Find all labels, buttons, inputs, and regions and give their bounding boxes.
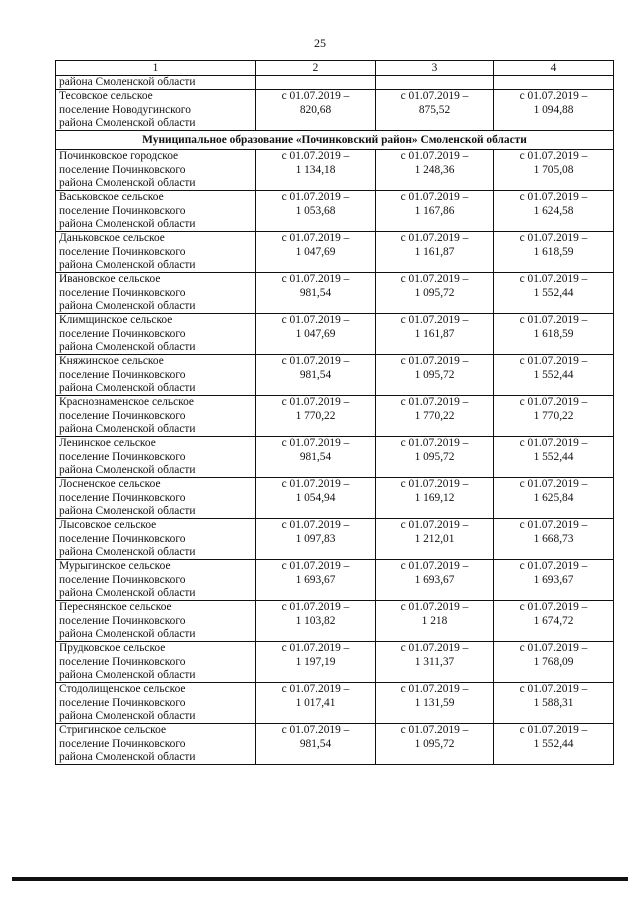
tariff-value-line: с 01.07.2019 – (400, 642, 469, 655)
settlement-name-line: поселение Починковского (59, 286, 186, 299)
tariff-value-line: 1 311,37 (414, 655, 455, 668)
tariff-value-line: 1 053,68 (295, 204, 336, 217)
settlement-name-line: Стригинское сельское (59, 724, 166, 737)
continuation-cell-4 (494, 76, 614, 90)
tariff-cell-col4 (494, 478, 614, 519)
tariff-value-line: с 01.07.2019 – (400, 355, 469, 368)
tariff-value-line: 1 770,22 (295, 409, 336, 422)
tariff-cell-col3 (376, 601, 494, 642)
tariff-value-line: 1 095,72 (414, 450, 455, 463)
tariff-value-line: 1 017,41 (295, 696, 336, 709)
tariff-value-line: с 01.07.2019 – (519, 232, 588, 245)
settlement-name-line: поселение Починковского (59, 327, 186, 340)
column-header-3: 3 (376, 61, 494, 76)
tariff-value-line: с 01.07.2019 – (400, 560, 469, 573)
tariff-cell-col4 (494, 683, 614, 724)
tariff-value-line: 1 552,44 (533, 450, 574, 463)
table-row (56, 519, 614, 560)
tariff-value-line: с 01.07.2019 – (400, 683, 469, 696)
tariff-cell-col2 (256, 150, 376, 191)
continuation-cell-2 (256, 76, 376, 90)
tariff-value-line: 1 668,73 (533, 532, 574, 545)
table-row (56, 150, 614, 191)
tariff-cell-col2 (256, 314, 376, 355)
tariff-value-line: с 01.07.2019 – (400, 724, 469, 737)
column-header-2: 2 (256, 61, 376, 76)
tariff-table (55, 60, 614, 765)
settlement-name-line: Мурыгинское сельское (59, 560, 171, 573)
settlement-name-cell (56, 437, 256, 478)
settlement-name-line: района Смоленской области (59, 299, 196, 312)
settlement-name-line: поселение Починковского (59, 204, 186, 217)
tariff-value-line: 1 693,67 (414, 573, 455, 586)
tariff-cell-col2 (256, 560, 376, 601)
tariff-cell-col4 (494, 150, 614, 191)
settlement-name-line: поселение Починковского (59, 163, 186, 176)
tariff-value-line: с 01.07.2019 – (281, 273, 350, 286)
tariff-value-line: с 01.07.2019 – (519, 396, 588, 409)
tariff-value-line: с 01.07.2019 – (281, 90, 350, 103)
settlement-name-cell (56, 560, 256, 601)
tariff-cell-col4 (494, 314, 614, 355)
settlement-name-line: поселение Новодугинского (59, 103, 191, 116)
header-row (56, 61, 614, 76)
tariff-cell-col4 (494, 355, 614, 396)
tariff-cell-col2 (256, 396, 376, 437)
tariff-value-line: 1 218 (421, 614, 448, 627)
tariff-value-line: с 01.07.2019 – (519, 724, 588, 737)
tariff-cell-col3 (376, 273, 494, 314)
settlement-name-line: района Смоленской области (59, 116, 196, 129)
tariff-value-line: 1 212,01 (414, 532, 455, 545)
settlement-name-line: поселение Починковского (59, 368, 186, 381)
tariff-value-line: 1 693,67 (533, 573, 574, 586)
column-header-1: 1 (56, 61, 256, 76)
tariff-value-line: с 01.07.2019 – (519, 150, 588, 163)
tariff-value-line: 1 674,72 (533, 614, 574, 627)
settlement-name-cell (56, 642, 256, 683)
tariff-value-line: 1 618,59 (533, 245, 574, 258)
tariff-value-line: 1 047,69 (295, 245, 336, 258)
tariff-value-line: с 01.07.2019 – (281, 314, 350, 327)
tariff-value-line: с 01.07.2019 – (400, 273, 469, 286)
tariff-value-line: с 01.07.2019 – (400, 437, 469, 450)
table-row (56, 191, 614, 232)
tariff-cell-col2 (256, 724, 376, 765)
tariff-cell-col4 (494, 396, 614, 437)
settlement-name-cell (56, 314, 256, 355)
tariff-cell-col4 (494, 642, 614, 683)
settlement-name-line: Климщинское сельское (59, 314, 173, 327)
tariff-value-line: 1 770,22 (533, 409, 574, 422)
settlement-name-cell (56, 478, 256, 519)
tariff-value-line: 1 552,44 (533, 368, 574, 381)
tariff-value-line: с 01.07.2019 – (281, 642, 350, 655)
settlement-name-cell (56, 232, 256, 273)
tariff-value-line: 1 693,67 (295, 573, 336, 586)
tariff-value-line: с 01.07.2019 – (281, 355, 350, 368)
tariff-cell-col3 (376, 724, 494, 765)
settlement-name-line: Починковское городское (59, 150, 179, 163)
tariff-cell-col3 (376, 150, 494, 191)
tariff-value-line: 1 552,44 (533, 737, 574, 750)
settlement-name-cell (56, 724, 256, 765)
tariff-value-line: с 01.07.2019 – (519, 273, 588, 286)
tariff-cell-col3 (376, 396, 494, 437)
tariff-value-line: 981,54 (299, 286, 332, 299)
table-row (56, 273, 614, 314)
tariff-value-line: с 01.07.2019 – (281, 683, 350, 696)
tariff-value-line: с 01.07.2019 – (519, 478, 588, 491)
tariff-value-line: 1 134,18 (295, 163, 336, 176)
tariff-cell-col2 (256, 478, 376, 519)
settlement-name-line: поселение Починковского (59, 450, 186, 463)
table-row (56, 232, 614, 273)
settlement-name-line: Прудковское сельское (59, 642, 166, 655)
settlement-name-cell (56, 396, 256, 437)
tariff-value-line: с 01.07.2019 – (281, 724, 350, 737)
table-row (56, 724, 614, 765)
tariff-value-line: 1 094,88 (533, 103, 574, 116)
tariff-cell-col3 (376, 519, 494, 560)
settlement-name-line: поселение Починковского (59, 655, 186, 668)
tariff-value-line: с 01.07.2019 – (281, 478, 350, 491)
tariff-value-line: с 01.07.2019 – (281, 232, 350, 245)
tariff-value-line: 1 770,22 (414, 409, 455, 422)
tariff-value-line: 1 054,94 (295, 491, 336, 504)
settlement-name-cell (56, 150, 256, 191)
tariff-value-line: с 01.07.2019 – (281, 150, 350, 163)
tariff-value-line: 1 552,44 (533, 286, 574, 299)
tariff-value-line: с 01.07.2019 – (400, 396, 469, 409)
settlement-name-line: поселение Починковского (59, 614, 186, 627)
table-row (56, 683, 614, 724)
tariff-value-line: с 01.07.2019 – (281, 601, 350, 614)
tariff-value-line: с 01.07.2019 – (400, 90, 469, 103)
tariff-cell-col3 (376, 355, 494, 396)
settlement-name-cell (56, 601, 256, 642)
table-row (56, 601, 614, 642)
tariff-cell-col4 (494, 519, 614, 560)
tariff-cell-col3 (376, 314, 494, 355)
tariff-cell-col4 (494, 560, 614, 601)
tariff-value-line: с 01.07.2019 – (281, 396, 350, 409)
tariff-value-line: 1 625,84 (533, 491, 574, 504)
tariff-value-line: с 01.07.2019 – (519, 314, 588, 327)
tariff-value-line: с 01.07.2019 – (400, 601, 469, 614)
settlement-name-line: района Смоленской области (59, 258, 196, 271)
table-row (56, 478, 614, 519)
table-row (56, 437, 614, 478)
tariff-value-line: 1 095,72 (414, 368, 455, 381)
tariff-cell-col4 (494, 232, 614, 273)
settlement-name-line: района Смоленской области (59, 217, 196, 230)
tariff-value-line: с 01.07.2019 – (519, 355, 588, 368)
tariff-value-line: с 01.07.2019 – (519, 601, 588, 614)
settlement-name-line: района Смоленской области (59, 627, 196, 640)
settlement-name-line: района Смоленской области (59, 750, 196, 763)
tariff-value-line: с 01.07.2019 – (400, 150, 469, 163)
tariff-cell-col2 (256, 355, 376, 396)
tariff-cell-col2 (256, 601, 376, 642)
tariff-value-line: 1 095,72 (414, 737, 455, 750)
tariff-cell-col3 (376, 642, 494, 683)
settlement-name-line: поселение Починковского (59, 245, 186, 258)
tariff-value-line: с 01.07.2019 – (519, 642, 588, 655)
tariff-value-line: 1 197,19 (295, 655, 336, 668)
settlement-name-line: района Смоленской области (59, 381, 196, 394)
tariff-cell-col4 (494, 90, 614, 131)
tariff-value-line: с 01.07.2019 – (400, 191, 469, 204)
tariff-value-line: с 01.07.2019 – (281, 437, 350, 450)
table-header (56, 61, 614, 76)
section-title: Муниципальное образование «Починковский район» Смоленской области (56, 131, 614, 150)
tariff-cell-col4 (494, 191, 614, 232)
settlement-name-line: Стодолищенское сельское (59, 683, 186, 696)
tariff-cell-col2 (256, 191, 376, 232)
table-body (56, 76, 614, 765)
section-row (56, 131, 614, 150)
tariff-cell-col3 (376, 437, 494, 478)
settlement-name-line: Даньковское сельское (59, 232, 165, 245)
tariff-value-line: 1 248,36 (414, 163, 455, 176)
bottom-rule (12, 877, 628, 881)
tariff-cell-col2 (256, 273, 376, 314)
tariff-cell-col4 (494, 437, 614, 478)
tariff-cell-col2 (256, 437, 376, 478)
tariff-cell-col4 (494, 601, 614, 642)
tariff-value-line: с 01.07.2019 – (519, 437, 588, 450)
tariff-value-line: 1 161,87 (414, 327, 455, 340)
settlement-name-cell (56, 273, 256, 314)
settlement-name-line: Княжинское сельское (59, 355, 164, 368)
tariff-value-line: 1 618,59 (533, 327, 574, 340)
settlement-name-line: района Смоленской области (59, 422, 196, 435)
tariff-value-line: 820,68 (299, 103, 332, 116)
tariff-cell-col2 (256, 683, 376, 724)
continuation-row (56, 76, 614, 90)
settlement-name-line: района Смоленской области (59, 709, 196, 722)
settlement-name-cell (56, 90, 256, 131)
page-number: 25 (314, 36, 326, 50)
settlement-name-line: Краснознаменское сельское (59, 396, 194, 409)
settlement-name-cell (56, 191, 256, 232)
table-row (56, 355, 614, 396)
settlement-name-line: поселение Починковского (59, 409, 186, 422)
tariff-value-line: 1 131,59 (414, 696, 455, 709)
settlement-name-line: Ивановское сельское (59, 273, 161, 286)
settlement-name-line: поселение Починковского (59, 696, 186, 709)
tariff-value-line: с 01.07.2019 – (519, 560, 588, 573)
tariff-value-line: 1 097,83 (295, 532, 336, 545)
settlement-name-line: поселение Починковского (59, 737, 186, 750)
settlement-name-line: поселение Починковского (59, 491, 186, 504)
tariff-value-line: с 01.07.2019 – (519, 683, 588, 696)
tariff-cell-col3 (376, 191, 494, 232)
table-row (56, 90, 614, 131)
tariff-value-line: с 01.07.2019 – (281, 191, 350, 204)
settlement-name-line: района Смоленской области (59, 340, 196, 353)
settlement-name-line: Ленинское сельское (59, 437, 156, 450)
column-header-4: 4 (494, 61, 614, 76)
tariff-cell-col2 (256, 90, 376, 131)
tariff-cell-col4 (494, 273, 614, 314)
settlement-name-line: Тесовское сельское (59, 90, 153, 103)
tariff-value-line: 1 161,87 (414, 245, 455, 258)
tariff-cell-col3 (376, 90, 494, 131)
tariff-value-line: 1 103,82 (295, 614, 336, 627)
tariff-value-line: 1 705,08 (533, 163, 574, 176)
tariff-value-line: 1 624,58 (533, 204, 574, 217)
settlement-name-line: района Смоленской области (59, 176, 196, 189)
tariff-cell-col3 (376, 683, 494, 724)
settlement-name-line: района Смоленской области (59, 668, 196, 681)
settlement-name-cell (56, 683, 256, 724)
table-row (56, 396, 614, 437)
tariff-value-line: с 01.07.2019 – (519, 519, 588, 532)
tariff-value-line: с 01.07.2019 – (400, 519, 469, 532)
continuation-name-cell (56, 76, 256, 90)
settlement-name-line: поселение Починковского (59, 573, 186, 586)
tariff-value-line: 1 588,31 (533, 696, 574, 709)
tariff-value-line: с 01.07.2019 – (519, 191, 588, 204)
settlement-name-cell (56, 519, 256, 560)
tariff-value-line: с 01.07.2019 – (400, 478, 469, 491)
settlement-name-line: Переснянское сельское (59, 601, 172, 614)
settlement-name-line: поселение Починковского (59, 532, 186, 545)
settlement-name-line: района Смоленской области (59, 586, 196, 599)
continuation-cell-3 (376, 76, 494, 90)
settlement-name-line: Васьковское сельское (59, 191, 164, 204)
settlement-name-line: Лысовское сельское (59, 519, 157, 532)
tariff-cell-col3 (376, 232, 494, 273)
tariff-value-line: 981,54 (299, 450, 332, 463)
tariff-value-line: 981,54 (299, 368, 332, 381)
tariff-value-line: 875,52 (418, 103, 451, 116)
tariff-value-line: с 01.07.2019 – (400, 232, 469, 245)
table-row (56, 642, 614, 683)
settlement-name-line: района Смоленской области (59, 76, 196, 88)
tariff-cell-col3 (376, 478, 494, 519)
tariff-value-line: с 01.07.2019 – (400, 314, 469, 327)
settlement-name-line: района Смоленской области (59, 463, 196, 476)
settlement-name-line: Лосненское сельское (59, 478, 161, 491)
table-row (56, 560, 614, 601)
tariff-cell-col3 (376, 560, 494, 601)
tariff-value-line: 1 169,12 (414, 491, 455, 504)
tariff-cell-col2 (256, 642, 376, 683)
table-row (56, 314, 614, 355)
tariff-cell-col2 (256, 232, 376, 273)
tariff-value-line: 1 095,72 (414, 286, 455, 299)
tariff-value-line: 1 047,69 (295, 327, 336, 340)
tariff-value-line: с 01.07.2019 – (281, 519, 350, 532)
tariff-value-line: с 01.07.2019 – (281, 560, 350, 573)
settlement-name-cell (56, 355, 256, 396)
tariff-value-line: 981,54 (299, 737, 332, 750)
tariff-value-line: с 01.07.2019 – (519, 90, 588, 103)
tariff-value-line: 1 768,09 (533, 655, 574, 668)
tariff-cell-col2 (256, 519, 376, 560)
settlement-name-line: района Смоленской области (59, 504, 196, 517)
tariff-value-line: 1 167,86 (414, 204, 455, 217)
tariff-cell-col4 (494, 724, 614, 765)
settlement-name-line: района Смоленской области (59, 545, 196, 558)
